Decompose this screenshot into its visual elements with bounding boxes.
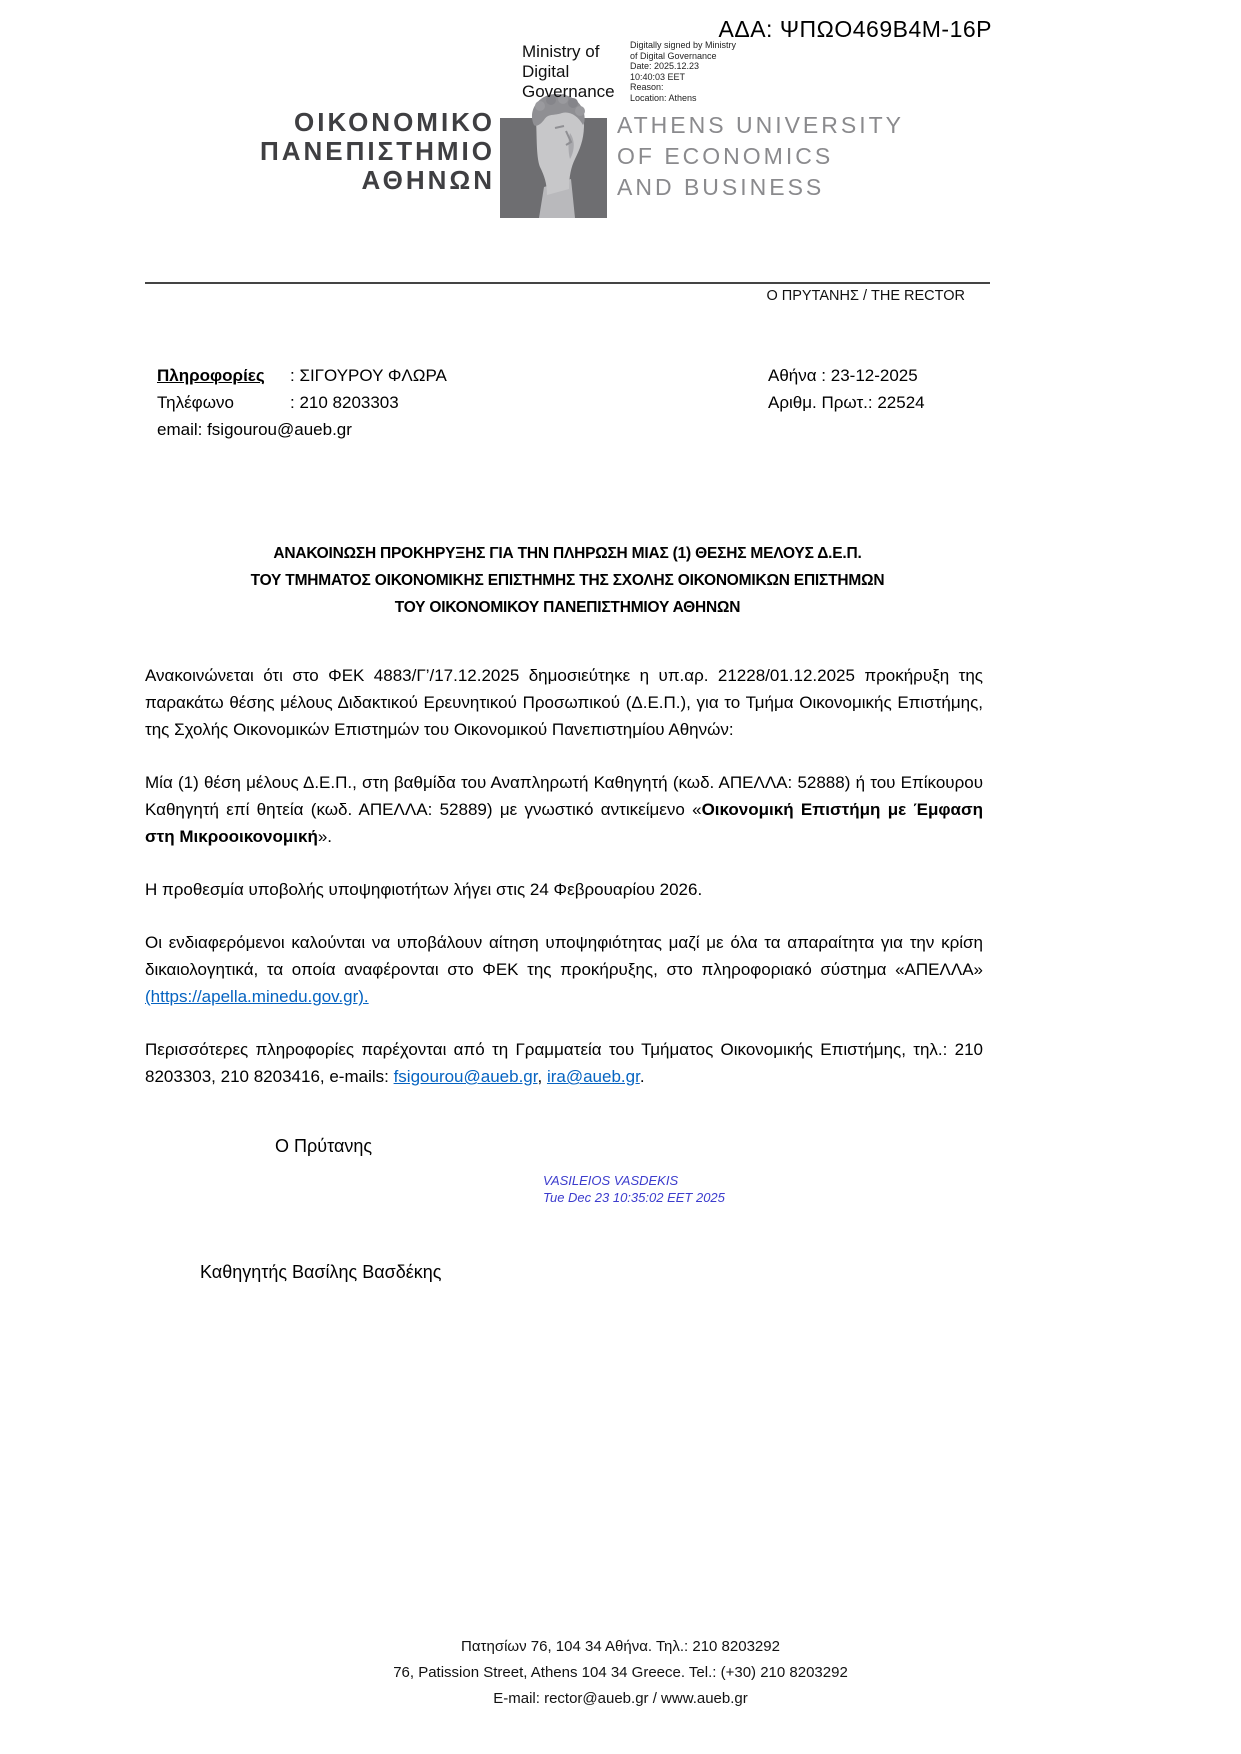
contact-phone-row	[157, 389, 447, 416]
email-link-ira[interactable]: ira@aueb.gr	[546, 1067, 640, 1086]
stamp-ministry-line: Governance	[522, 82, 615, 101]
document-body	[145, 662, 983, 1116]
logo-english-line: OF ECONOMICS	[617, 143, 834, 169]
signer-name: Καθηγητής Βασίλης Βασδέκης	[200, 1262, 442, 1282]
footer-address-greek: Πατησίων 76, 104 34 Αθήνα. Τηλ.: 210 8203292	[461, 1638, 780, 1655]
stamp-detail-line: Digitally signed by Ministry	[630, 40, 737, 50]
header-divider	[145, 282, 990, 284]
contact-info-label: Πληροφορίες	[157, 366, 265, 385]
logo-greek-line: ΑΘΗΝΩΝ	[361, 165, 495, 195]
logo-greek-line: ΟΙΚΟΝΟΜΙΚΟ	[294, 107, 495, 137]
position-subject-bold: Οικονομική Επιστήμη με Έμφαση στη Μικροοικονομική	[145, 800, 983, 846]
email-separator: ,	[537, 1067, 547, 1086]
stamp-detail-line: Location: Athens	[630, 92, 697, 103]
logo-greek-line: ΠΑΝΕΠΙΣΤΗΜΙΟ	[259, 136, 495, 166]
paragraph-application	[145, 929, 983, 1010]
university-logo-english-text	[617, 110, 917, 203]
stamp-detail-line: 10:40:03 EET	[630, 71, 686, 82]
title-line: ΑΝΑΚΟΙΝΩΣΗ ΠΡΟΚΗΡΥΞΗΣ ΓΙΑ ΤΗΝ ΠΛΗΡΩΣΗ ΜΙΑΣ (1) ΘΕΣΗΣ ΜΕΛΟΥΣ Δ.Ε.Π.	[273, 545, 862, 562]
stamp-ministry-line: Digital	[522, 62, 570, 81]
page-footer	[0, 1634, 1241, 1712]
paragraph-announcement: Ανακοινώνεται ότι στο ΦΕΚ 4883/Γ’/17.12.2025 δημοσιεύτηκε η υπ.αρ. 21228/01.12.2025 προκήρυξη της παρακάτω θέσης μέλους Διδακτικού Ερευνητικού Προσωπικού (Δ.Ε.Π.), για το Τμήμα Οικονομικής Επιστήμης, της Σχολής Οικονομικών Επιστημών του Οικονομικού Πανεπιστημίου Αθηνών:	[145, 666, 983, 739]
signature-stamp-ministry	[522, 42, 632, 102]
paragraph-deadline: Η προθεσμία υποβολής υποψηφιοτήτων λήγει στις 24 Φεβρουαρίου 2026.	[145, 880, 703, 899]
position-text-end: ».	[317, 827, 333, 846]
contact-info-row	[157, 362, 447, 389]
paragraph-more-info	[145, 1036, 983, 1090]
document-title	[145, 540, 990, 621]
digital-signature-text	[543, 1172, 725, 1206]
paragraph-position	[145, 769, 983, 850]
contact-info-value: : ΣΙΓΟΥΡΟΥ ΦΛΩΡΑ	[290, 366, 447, 385]
contact-email-row	[157, 416, 447, 443]
footer-address-english: 76, Patission Street, Athens 104 34 Greece. Tel.: (+30) 210 8203292	[393, 1664, 848, 1681]
contact-phone-value: : 210 8203303	[290, 393, 399, 412]
stamp-detail-line: Reason:	[630, 82, 664, 92]
stamp-detail-line: Date: 2025.12.23	[630, 61, 700, 71]
application-text: Οι ενδιαφερόμενοι καλούνται να υποβάλουν αίτηση υποψηφιότητας μαζί με όλα τα απαραίτητα για την κρίση δικαιολογητικά, τα οποία αναφέρονται στο ΦΕΚ της προκήρυξης, στο πληροφοριακό σύστημα «ΑΠΕΛΛΑ»	[145, 933, 983, 979]
statue-head-icon	[500, 93, 607, 218]
more-info-text-end: .	[639, 1067, 645, 1086]
title-line: ΤΟΥ ΟΙΚΟΝΟΜΙΚΟΥ ΠΑΝΕΠΙΣΤΗΜΙΟΥ ΑΘΗΝΩΝ	[394, 599, 741, 616]
signature-stamp-details	[630, 40, 770, 103]
stamp-detail-line: of Digital Governance	[630, 50, 717, 61]
contact-email-value: email: fsigourou@aueb.gr	[157, 420, 352, 439]
contact-block	[157, 362, 447, 443]
date-protocol-block	[768, 362, 925, 416]
title-line: ΤΟΥ ΤΜΗΜΑΤΟΣ ΟΙΚΟΝΟΜΙΚΗΣ ΕΠΙΣΤΗΜΗΣ ΤΗΣ ΣΧΟΛΗΣ ΟΙΚΟΝΟΜΙΚΩΝ ΕΠΙΣΤΗΜΩΝ	[250, 572, 885, 589]
email-link-fsigourou[interactable]: fsigourou@aueb.gr	[393, 1067, 538, 1086]
university-logo-greek-text	[250, 108, 495, 195]
logo-english-line: AND BUSINESS	[617, 174, 825, 200]
stamp-ministry-line: Ministry of	[522, 42, 600, 61]
digital-signature-timestamp: Tue Dec 23 10:35:02 EET 2025	[543, 1190, 725, 1205]
contact-phone-label: Τηλέφωνο	[157, 393, 234, 412]
more-info-text: Περισσότερες πληροφορίες παρέχονται από τη Γραμματεία του Τμήματος Οικονομικής Επιστήμης, τηλ.: 210 8203303, 210 8203416, e-mails:	[145, 1040, 983, 1086]
footer-email-web: E-mail: rector@aueb.gr / www.aueb.gr	[493, 1690, 748, 1707]
ada-code: ΑΔΑ: ΨΠΩΟ469Β4Μ-16Ρ	[718, 16, 992, 42]
apella-link[interactable]: (https://apella.minedu.gov.gr).	[145, 987, 369, 1006]
protocol-number: Αριθμ. Πρωτ.: 22524	[768, 393, 925, 412]
digital-signature-name: VASILEIOS VASDEKIS	[543, 1173, 679, 1188]
city-date: Αθήνα : 23-12-2025	[768, 366, 918, 385]
closing-title: Ο Πρύτανης	[275, 1136, 373, 1156]
rector-header-line: Ο ΠΡΥΤΑΝΗΣ / THE RECTOR	[766, 288, 965, 304]
position-text: Μία (1) θέση μέλους Δ.Ε.Π., στη βαθμίδα του Αναπληρωτή Καθηγητή (κωδ. ΑΠΕΛΛΑ: 52888) ή του Επίκουρου Καθηγητή επί θητεία (κωδ. ΑΠΕΛΛΑ: 52889) με γνωστικό αντικείμενο «	[145, 773, 983, 819]
logo-english-line: ATHENS UNIVERSITY	[617, 112, 904, 138]
